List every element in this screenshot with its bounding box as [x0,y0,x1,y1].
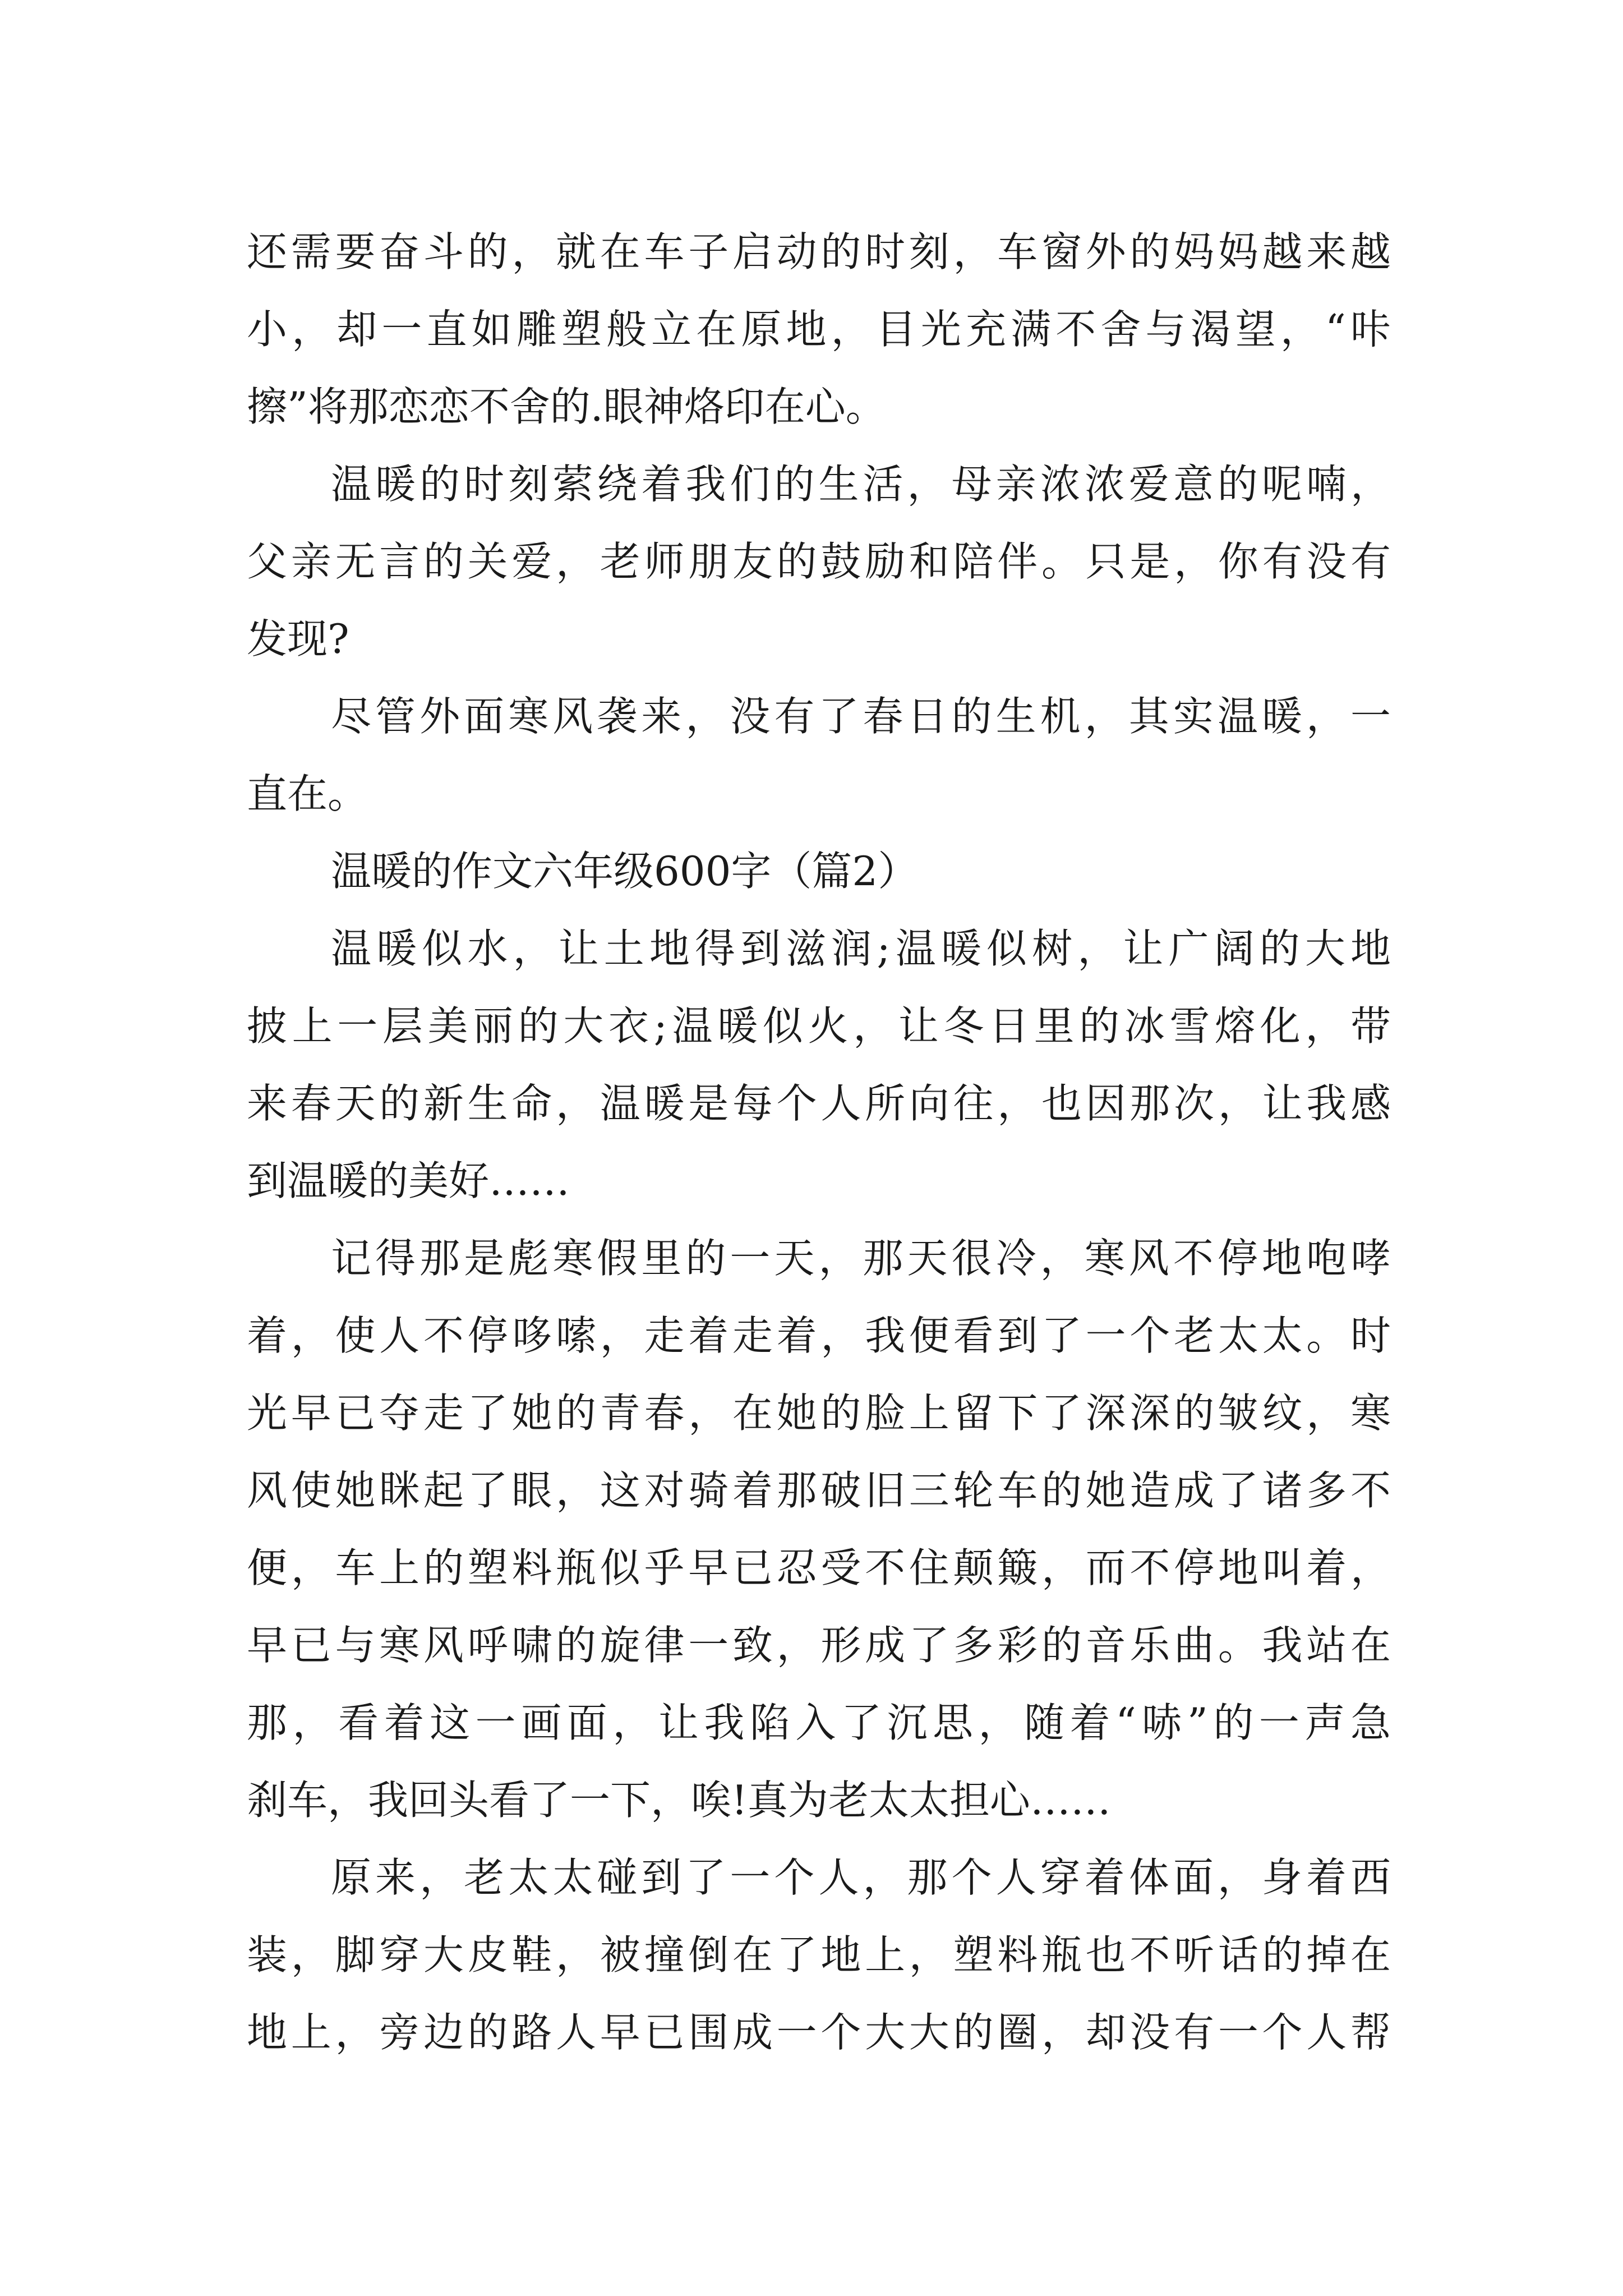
paragraph-line: 到温暖的美好…… [247,1157,570,1204]
section-heading: 温暖的作文六年级600字（篇2） [331,848,919,895]
paragraph-line: 直在。 [247,770,368,817]
paragraph-line: 风使她眯起了眼，这对骑着那破旧三轮车的她造成了诸多不 [247,1467,1391,1514]
paragraph-line: 温暖的时刻萦绕着我们的生活，母亲浓浓爱意的呢喃， [331,461,1391,508]
document-body [247,213,1391,2071]
paragraph-line: 父亲无言的关爱，老师朋友的鼓励和陪伴。只是，你有没有 [247,538,1391,585]
paragraph-line: 光早已夺走了她的青春，在她的脸上留下了深深的皱纹，寒 [247,1389,1391,1437]
paragraph-line: 来春天的新生命，温暖是每个人所向往，也因那次，让我感 [247,1080,1391,1127]
paragraph-line: 披上一层美丽的大衣;温暖似火，让冬日里的冰雪熔化，带 [247,1002,1391,1050]
paragraph-line: 便，车上的塑料瓶似乎早已忍受不住颠簸，而不停地叫着， [247,1544,1391,1591]
paragraph-line: 尽管外面寒风袭来，没有了春日的生机，其实温暖，一 [331,693,1391,740]
paragraph-line: 着，使人不停哆嗦，走着走着，我便看到了一个老太太。时 [247,1312,1391,1359]
paragraph-line: 地上，旁边的路人早已围成一个大大的圈，却没有一个人帮 [247,2009,1391,2056]
paragraph-line: 记得那是彪寒假里的一天，那天很冷，寒风不停地咆哮 [331,1235,1391,1282]
paragraph-line: 那，看着这一画面，让我陷入了沉思，随着“哧”的一声急 [247,1699,1391,1746]
paragraph-line: 刹车，我回头看了一下，唉!真为老太太担心…… [247,1777,1111,1824]
paragraph-line: 发现? [247,615,349,662]
paragraph-line: 小，却一直如雕塑般立在原地，目光充满不舍与渴望，“咔 [247,306,1391,353]
paragraph-line: 装，脚穿大皮鞋，被撞倒在了地上，塑料瓶也不听话的掉在 [247,1931,1391,1978]
paragraph-line: 早已与寒风呼啸的旋律一致，形成了多彩的音乐曲。我站在 [247,1622,1391,1669]
paragraph-line: 还需要奋斗的，就在车子启动的时刻，车窗外的妈妈越来越 [247,228,1391,275]
paragraph-line: 温暖似水，让土地得到滋润;温暖似树，让广阔的大地 [331,925,1391,972]
paragraph-line: 擦”将那恋恋不舍的.眼神烙印在心。 [247,383,886,430]
paragraph-line: 原来，老太太碰到了一个人，那个人穿着体面，身着西 [331,1854,1391,1901]
